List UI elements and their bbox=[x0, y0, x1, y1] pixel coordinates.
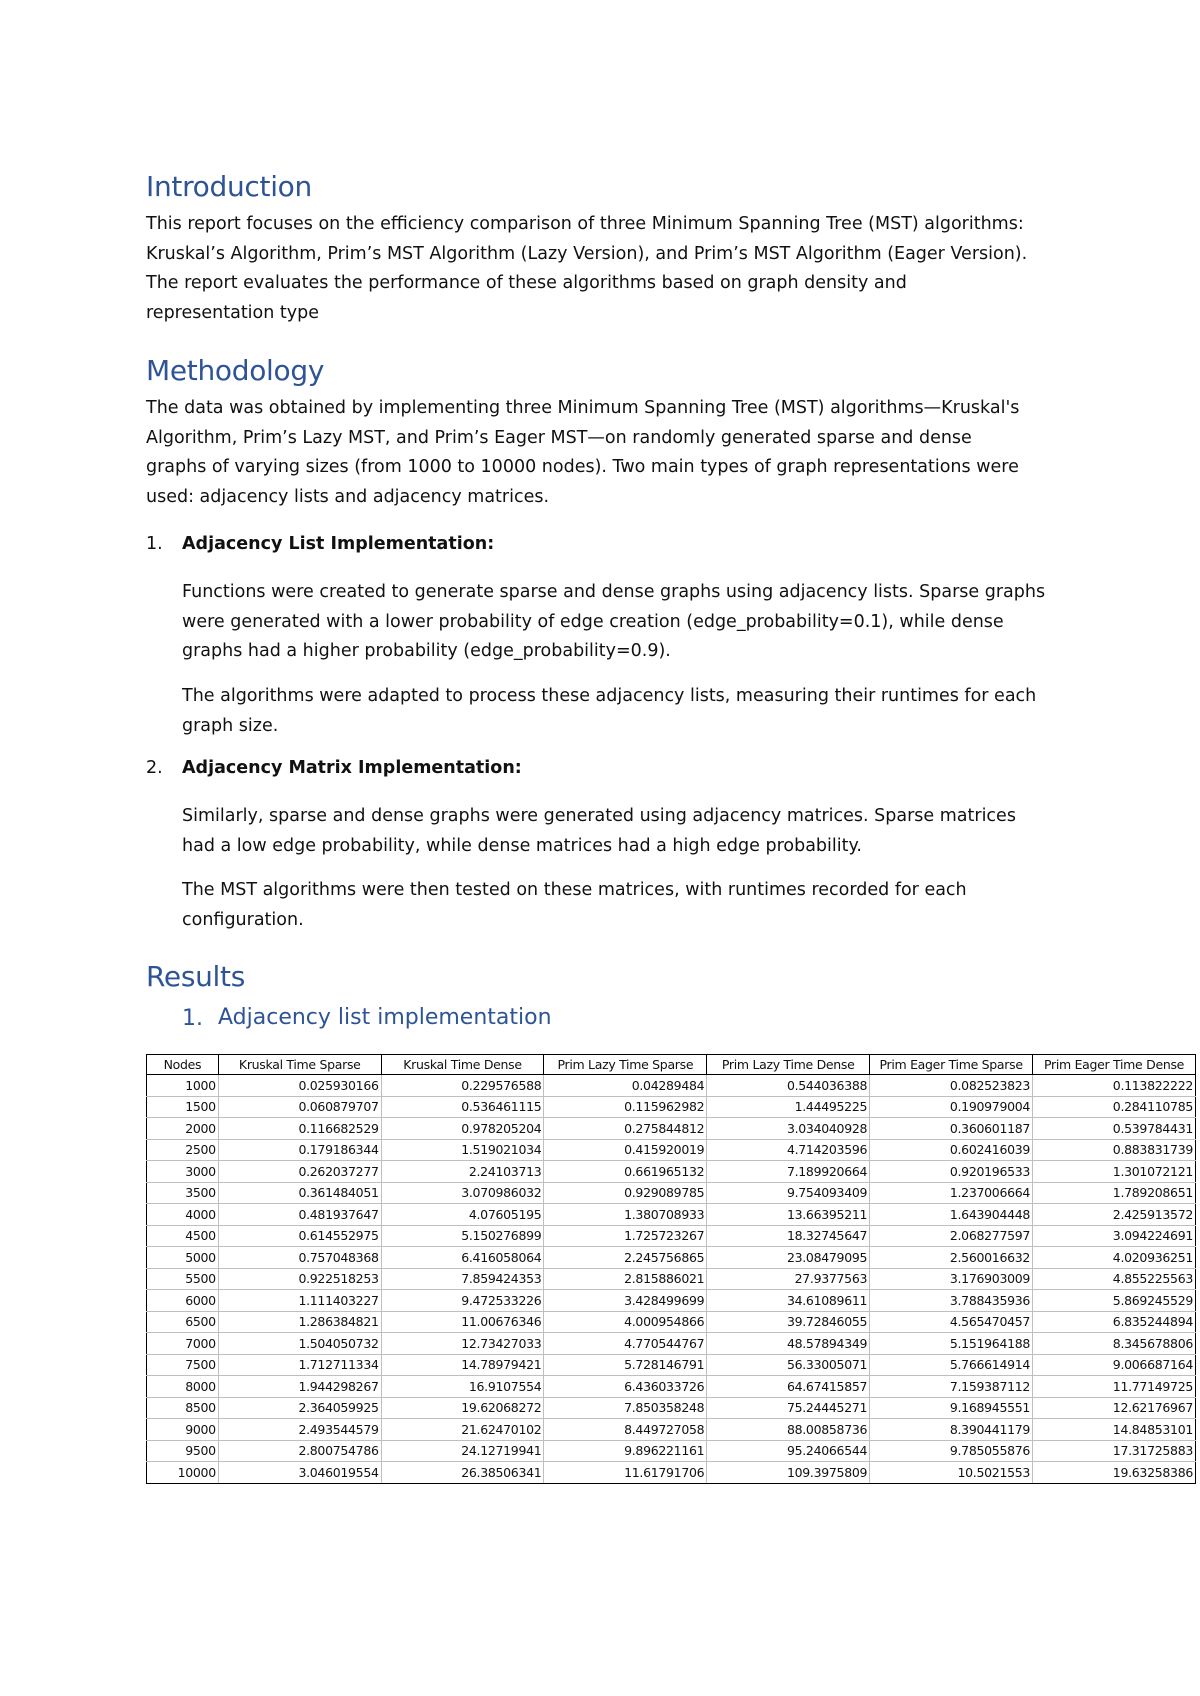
table-cell: 9.006687164 bbox=[1033, 1354, 1196, 1376]
table-cell: 8.345678806 bbox=[1033, 1333, 1196, 1355]
table-cell: 9.168945551 bbox=[870, 1397, 1033, 1419]
table-cell: 2.068277597 bbox=[870, 1225, 1033, 1247]
table-cell: 1.944298267 bbox=[218, 1376, 381, 1398]
table-cell: 0.922518253 bbox=[218, 1268, 381, 1290]
table-cell: 11.00676346 bbox=[381, 1311, 544, 1333]
table-cell: 7.859424353 bbox=[381, 1268, 544, 1290]
table-row bbox=[147, 1440, 1196, 1462]
column-header: Prim Lazy Time Dense bbox=[707, 1055, 870, 1075]
table-cell: 24.12719941 bbox=[381, 1440, 544, 1462]
table-cell: 4.714203596 bbox=[707, 1139, 870, 1161]
table-cell: 0.614552975 bbox=[218, 1225, 381, 1247]
table-cell: 1.725723267 bbox=[544, 1225, 707, 1247]
table-cell: 0.115962982 bbox=[544, 1096, 707, 1118]
text-line: The algorithms were adapted to process these adjacency lists, measuring their runtimes for each bbox=[182, 686, 1037, 706]
table-cell: 1.643904448 bbox=[870, 1204, 1033, 1226]
text-line: The data was obtained by implementing three Minimum Spanning Tree (MST) algorithms—Kruskal's bbox=[146, 398, 1020, 418]
table-cell: 6.436033726 bbox=[544, 1376, 707, 1398]
text-line: representation type bbox=[146, 302, 320, 323]
table-cell: 3.788435936 bbox=[870, 1290, 1033, 1312]
text-line: The MST algorithms were then tested on these matrices, with runtimes recorded for each bbox=[182, 880, 967, 900]
text-line: were generated with a lower probability of edge creation (edge_probability=0.1), while dense bbox=[182, 611, 1004, 632]
table-row bbox=[147, 1075, 1196, 1097]
table-cell: 1500 bbox=[147, 1096, 219, 1118]
text-line: Functions were created to generate sparse and dense graphs using adjacency lists. Sparse graphs bbox=[182, 582, 1046, 602]
table-cell: 5.869245529 bbox=[1033, 1290, 1196, 1312]
table-cell: 3000 bbox=[147, 1161, 219, 1183]
table-cell: 0.757048368 bbox=[218, 1247, 381, 1269]
table-cell: 0.179186344 bbox=[218, 1139, 381, 1161]
table-cell: 12.73427033 bbox=[381, 1333, 544, 1355]
table-cell: 0.602416039 bbox=[870, 1139, 1033, 1161]
table-cell: 8000 bbox=[147, 1376, 219, 1398]
table-cell: 2.245756865 bbox=[544, 1247, 707, 1269]
table-cell: 3500 bbox=[147, 1182, 219, 1204]
table-cell: 2.364059925 bbox=[218, 1397, 381, 1419]
table-cell: 0.415920019 bbox=[544, 1139, 707, 1161]
table-cell: 13.66395211 bbox=[707, 1204, 870, 1226]
column-header: Prim Lazy Time Sparse bbox=[544, 1055, 707, 1075]
table-cell: 12.62176967 bbox=[1033, 1397, 1196, 1419]
table-cell: 48.57894349 bbox=[707, 1333, 870, 1355]
table-row bbox=[147, 1354, 1196, 1376]
table-cell: 4.020936251 bbox=[1033, 1247, 1196, 1269]
table-cell: 1.237006664 bbox=[870, 1182, 1033, 1204]
table-cell: 9.896221161 bbox=[544, 1440, 707, 1462]
table-row bbox=[147, 1419, 1196, 1441]
table-cell: 0.978205204 bbox=[381, 1118, 544, 1140]
table-cell: 0.262037277 bbox=[218, 1161, 381, 1183]
column-header: Kruskal Time Dense bbox=[381, 1055, 544, 1075]
table-cell: 8.390441179 bbox=[870, 1419, 1033, 1441]
table-cell: 4500 bbox=[147, 1225, 219, 1247]
table-cell: 2.560016632 bbox=[870, 1247, 1033, 1269]
table-row bbox=[147, 1290, 1196, 1312]
column-header: Nodes bbox=[147, 1055, 219, 1075]
results-table bbox=[146, 1054, 1196, 1484]
table-cell: 6.416058064 bbox=[381, 1247, 544, 1269]
table-cell: 27.9377563 bbox=[707, 1268, 870, 1290]
table-cell: 11.61791706 bbox=[544, 1462, 707, 1484]
table-cell: 3.046019554 bbox=[218, 1462, 381, 1484]
methodology-heading: Methodology bbox=[146, 354, 325, 387]
table-cell: 2.24103713 bbox=[381, 1161, 544, 1183]
text-line: had a low edge probability, while dense matrices had a high edge probability. bbox=[182, 835, 862, 856]
table-cell: 0.883831739 bbox=[1033, 1139, 1196, 1161]
introduction-paragraph bbox=[146, 210, 1027, 328]
table-cell: 21.62470102 bbox=[381, 1419, 544, 1441]
table-row bbox=[147, 1225, 1196, 1247]
table-cell: 9.754093409 bbox=[707, 1182, 870, 1204]
table-cell: 1.301072121 bbox=[1033, 1161, 1196, 1183]
results-heading: Results bbox=[146, 960, 246, 993]
table-cell: 0.284110785 bbox=[1033, 1096, 1196, 1118]
table-cell: 0.481937647 bbox=[218, 1204, 381, 1226]
table-cell: 1.712711334 bbox=[218, 1354, 381, 1376]
list-item-paragraph bbox=[182, 578, 1045, 667]
list-item-label: Adjacency List Implementation: bbox=[182, 534, 495, 554]
table-row bbox=[147, 1182, 1196, 1204]
table-cell: 0.082523823 bbox=[870, 1075, 1033, 1097]
table-cell: 11.77149725 bbox=[1033, 1376, 1196, 1398]
text-line: Algorithm, Prim’s Lazy MST, and Prim’s Eager MST—on randomly generated sparse and dense bbox=[146, 427, 972, 448]
table-cell: 5.728146791 bbox=[544, 1354, 707, 1376]
table-cell: 10000 bbox=[147, 1462, 219, 1484]
text-line: configuration. bbox=[182, 909, 304, 930]
table-row bbox=[147, 1311, 1196, 1333]
table-cell: 5.766614914 bbox=[870, 1354, 1033, 1376]
table-cell: 2500 bbox=[147, 1139, 219, 1161]
table-cell: 5.150276899 bbox=[381, 1225, 544, 1247]
table-cell: 0.361484051 bbox=[218, 1182, 381, 1204]
table-cell: 56.33005071 bbox=[707, 1354, 870, 1376]
table-cell: 4.770544767 bbox=[544, 1333, 707, 1355]
table-cell: 7.159387112 bbox=[870, 1376, 1033, 1398]
column-header: Prim Eager Time Sparse bbox=[870, 1055, 1033, 1075]
table-cell: 39.72846055 bbox=[707, 1311, 870, 1333]
text-line: graphs of varying sizes (from 1000 to 10000 nodes). Two main types of graph representations were bbox=[146, 457, 1019, 477]
table-cell: 75.24445271 bbox=[707, 1397, 870, 1419]
table-cell: 8.449727058 bbox=[544, 1419, 707, 1441]
table-cell: 6.835244894 bbox=[1033, 1311, 1196, 1333]
table-cell: 3.176903009 bbox=[870, 1268, 1033, 1290]
table-cell: 4.000954866 bbox=[544, 1311, 707, 1333]
table-cell: 0.536461115 bbox=[381, 1096, 544, 1118]
table-cell: 2.800754786 bbox=[218, 1440, 381, 1462]
text-line: used: adjacency lists and adjacency matrices. bbox=[146, 486, 550, 507]
table-cell: 0.060879707 bbox=[218, 1096, 381, 1118]
table-cell: 14.78979421 bbox=[381, 1354, 544, 1376]
text-line: Similarly, sparse and dense graphs were generated using adjacency matrices. Sparse matrices bbox=[182, 806, 1016, 826]
list-item-paragraph bbox=[182, 876, 967, 935]
results-subheading: Adjacency list implementation bbox=[218, 1005, 552, 1030]
text-line: graphs had a higher probability (edge_probability=0.9). bbox=[182, 641, 671, 661]
table-cell: 16.9107554 bbox=[381, 1376, 544, 1398]
table-cell: 14.84853101 bbox=[1033, 1419, 1196, 1441]
table-row bbox=[147, 1161, 1196, 1183]
table-row bbox=[147, 1397, 1196, 1419]
table-cell: 1.44495225 bbox=[707, 1096, 870, 1118]
table-cell: 17.31725883 bbox=[1033, 1440, 1196, 1462]
table-cell: 9.472533226 bbox=[381, 1290, 544, 1312]
table-cell: 3.034040928 bbox=[707, 1118, 870, 1140]
table-cell: 9000 bbox=[147, 1419, 219, 1441]
table-cell: 2.425913572 bbox=[1033, 1204, 1196, 1226]
table-cell: 1.111403227 bbox=[218, 1290, 381, 1312]
table-cell: 1.789208651 bbox=[1033, 1182, 1196, 1204]
table-cell: 7.189920664 bbox=[707, 1161, 870, 1183]
table-row bbox=[147, 1462, 1196, 1484]
table-cell: 2.493544579 bbox=[218, 1419, 381, 1441]
table-cell: 19.62068272 bbox=[381, 1397, 544, 1419]
table-cell: 23.08479095 bbox=[707, 1247, 870, 1269]
table-cell: 3.094224691 bbox=[1033, 1225, 1196, 1247]
table-cell: 1.380708933 bbox=[544, 1204, 707, 1226]
list-number: 2. bbox=[146, 758, 163, 778]
table-cell: 10.5021553 bbox=[870, 1462, 1033, 1484]
table-cell: 0.116682529 bbox=[218, 1118, 381, 1140]
table-cell: 6000 bbox=[147, 1290, 219, 1312]
table-cell: 1.519021034 bbox=[381, 1139, 544, 1161]
table-body bbox=[147, 1075, 1196, 1484]
table-cell: 4.855225563 bbox=[1033, 1268, 1196, 1290]
table-row bbox=[147, 1247, 1196, 1269]
list-item-label: Adjacency Matrix Implementation: bbox=[182, 758, 522, 778]
table-row bbox=[147, 1268, 1196, 1290]
table-header-row bbox=[147, 1055, 1196, 1075]
table-cell: 9500 bbox=[147, 1440, 219, 1462]
table-cell: 0.275844812 bbox=[544, 1118, 707, 1140]
table-cell: 6500 bbox=[147, 1311, 219, 1333]
table-cell: 0.929089785 bbox=[544, 1182, 707, 1204]
table-cell: 2000 bbox=[147, 1118, 219, 1140]
table-row bbox=[147, 1118, 1196, 1140]
table-cell: 7000 bbox=[147, 1333, 219, 1355]
table-cell: 1000 bbox=[147, 1075, 219, 1097]
table-cell: 0.025930166 bbox=[218, 1075, 381, 1097]
table-cell: 7.850358248 bbox=[544, 1397, 707, 1419]
table-cell: 3.428499699 bbox=[544, 1290, 707, 1312]
table-cell: 4.07605195 bbox=[381, 1204, 544, 1226]
table-cell: 7500 bbox=[147, 1354, 219, 1376]
table-row bbox=[147, 1096, 1196, 1118]
table-cell: 0.229576588 bbox=[381, 1075, 544, 1097]
list-number: 1. bbox=[146, 534, 163, 554]
text-line: This report focuses on the efficiency comparison of three Minimum Spanning Tree (MST) algorithms: bbox=[146, 214, 1024, 234]
subheading-number: 1. bbox=[182, 1006, 203, 1031]
table-cell: 9.785055876 bbox=[870, 1440, 1033, 1462]
table-cell: 8500 bbox=[147, 1397, 219, 1419]
table-cell: 0.920196533 bbox=[870, 1161, 1033, 1183]
table-cell: 0.04289484 bbox=[544, 1075, 707, 1097]
table-cell: 4000 bbox=[147, 1204, 219, 1226]
text-line: The report evaluates the performance of these algorithms based on graph density and bbox=[146, 273, 907, 293]
table-cell: 4.565470457 bbox=[870, 1311, 1033, 1333]
table-cell: 5000 bbox=[147, 1247, 219, 1269]
table-row bbox=[147, 1376, 1196, 1398]
table-cell: 0.661965132 bbox=[544, 1161, 707, 1183]
table-cell: 5500 bbox=[147, 1268, 219, 1290]
introduction-heading: Introduction bbox=[146, 170, 312, 203]
table-cell: 1.286384821 bbox=[218, 1311, 381, 1333]
table-cell: 34.61089611 bbox=[707, 1290, 870, 1312]
column-header: Kruskal Time Sparse bbox=[218, 1055, 381, 1075]
table-cell: 26.38506341 bbox=[381, 1462, 544, 1484]
column-header: Prim Eager Time Dense bbox=[1033, 1055, 1196, 1075]
list-item-paragraph bbox=[182, 682, 1036, 741]
table-cell: 0.539784431 bbox=[1033, 1118, 1196, 1140]
text-line: graph size. bbox=[182, 715, 279, 736]
methodology-paragraph bbox=[146, 394, 1019, 512]
table-cell: 18.32745647 bbox=[707, 1225, 870, 1247]
table-cell: 0.544036388 bbox=[707, 1075, 870, 1097]
table-cell: 0.360601187 bbox=[870, 1118, 1033, 1140]
table-cell: 88.00858736 bbox=[707, 1419, 870, 1441]
table-cell: 1.504050732 bbox=[218, 1333, 381, 1355]
table-row bbox=[147, 1333, 1196, 1355]
table-cell: 95.24066544 bbox=[707, 1440, 870, 1462]
table-cell: 109.3975809 bbox=[707, 1462, 870, 1484]
table-cell: 5.151964188 bbox=[870, 1333, 1033, 1355]
table-cell: 2.815886021 bbox=[544, 1268, 707, 1290]
table-cell: 3.070986032 bbox=[381, 1182, 544, 1204]
table-cell: 19.63258386 bbox=[1033, 1462, 1196, 1484]
table-cell: 0.190979004 bbox=[870, 1096, 1033, 1118]
table-cell: 0.113822222 bbox=[1033, 1075, 1196, 1097]
text-line: Kruskal’s Algorithm, Prim’s MST Algorithm (Lazy Version), and Prim’s MST Algorithm (Eager Version). bbox=[146, 243, 1028, 264]
table-row bbox=[147, 1139, 1196, 1161]
table-row bbox=[147, 1204, 1196, 1226]
list-item-paragraph bbox=[182, 802, 1016, 861]
table-cell: 64.67415857 bbox=[707, 1376, 870, 1398]
